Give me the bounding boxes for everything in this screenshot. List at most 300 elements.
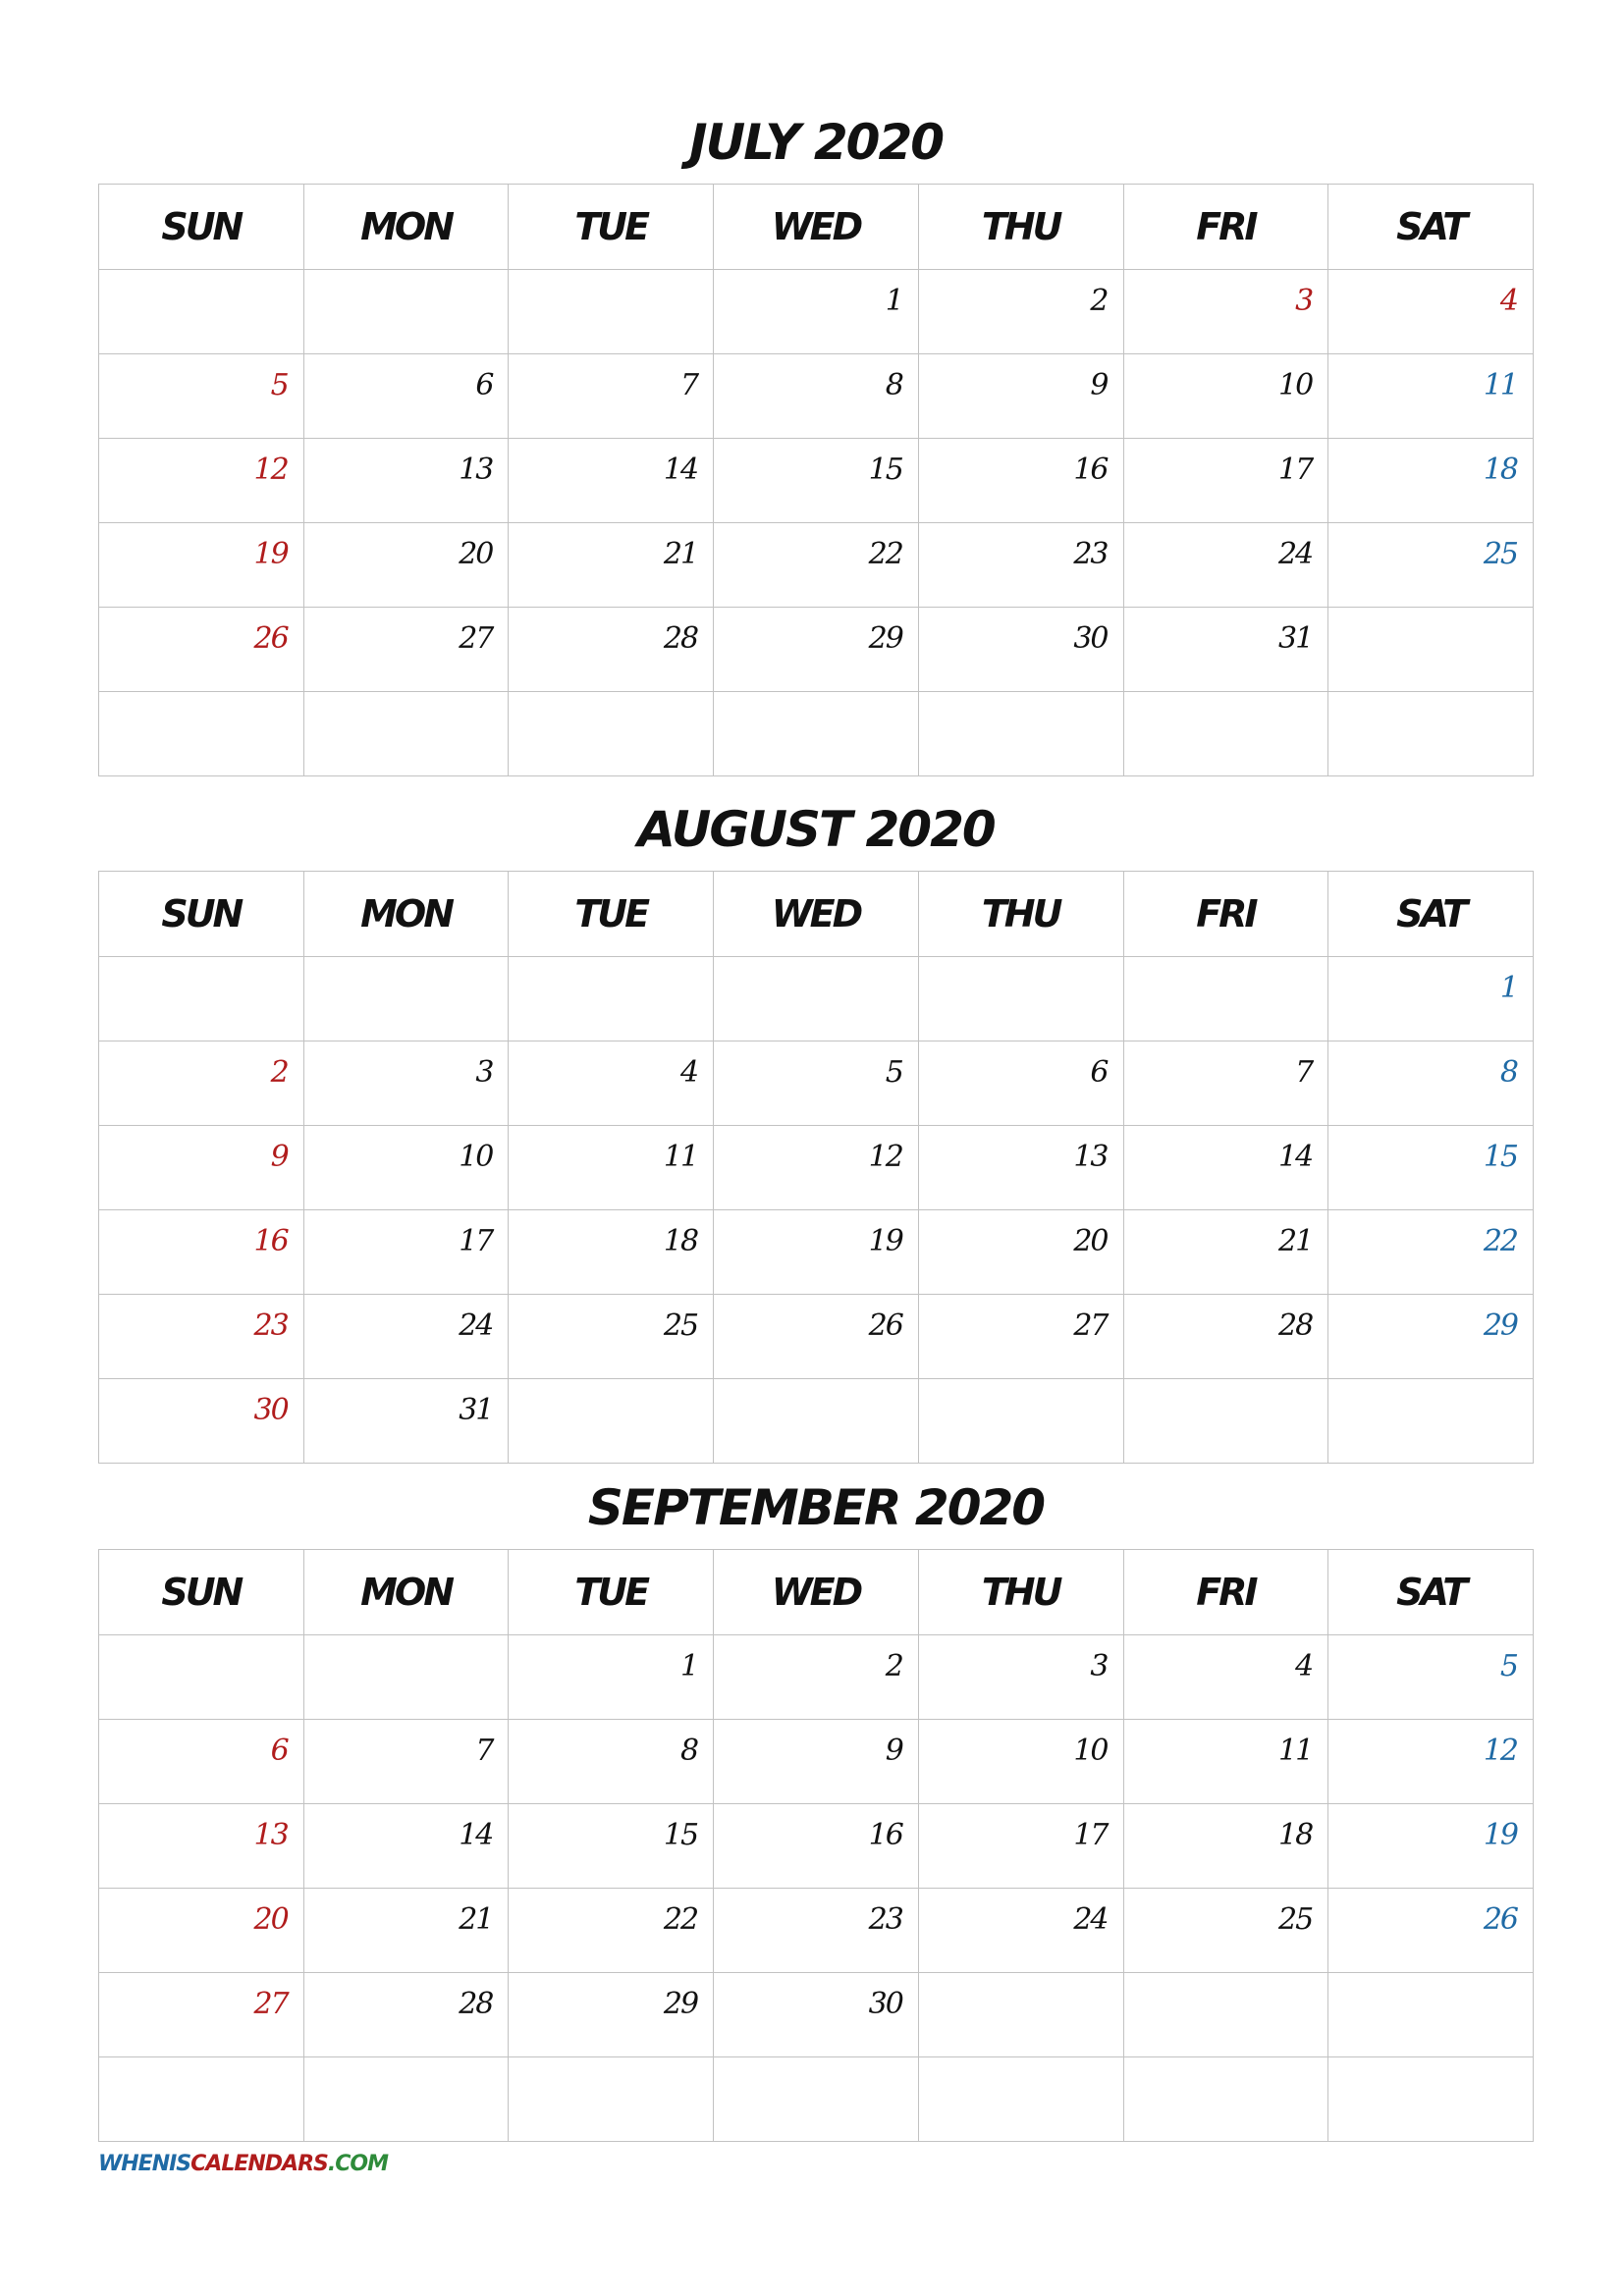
- day-cell: [1123, 1804, 1328, 1889]
- day-number: 23: [253, 1308, 288, 1343]
- month-august: [98, 801, 1534, 1464]
- day-number: 9: [270, 1140, 288, 1174]
- day-number: 1: [1499, 971, 1517, 1005]
- day-number: 6: [475, 368, 493, 402]
- day-cell: [99, 523, 304, 608]
- day-number: 2: [270, 1055, 288, 1090]
- day-cell: [1328, 1635, 1534, 1720]
- weekday-header: SUN: [99, 1550, 304, 1635]
- month-september: [98, 1479, 1534, 2142]
- day-number: 28: [663, 621, 698, 656]
- site-logo: [98, 2152, 388, 2176]
- day-number: [1108, 1974, 1123, 1988]
- day-cell: [99, 1041, 304, 1126]
- day-number: 7: [475, 1734, 493, 1768]
- day-number: 13: [253, 1818, 288, 1852]
- day-cell: [918, 1041, 1123, 1126]
- day-cell: [918, 1210, 1123, 1295]
- weekday-header: TUE: [509, 872, 714, 957]
- day-number: 20: [253, 1902, 288, 1937]
- day-number: 10: [1073, 1734, 1108, 1768]
- day-cell: [303, 1804, 509, 1889]
- day-number: 15: [663, 1818, 698, 1852]
- day-number: 12: [253, 453, 288, 487]
- month-july: [98, 114, 1534, 776]
- day-cell: [303, 1635, 509, 1720]
- weekday-header-row: [99, 185, 1534, 270]
- day-number: [1108, 1380, 1123, 1394]
- day-number: 20: [1073, 1224, 1108, 1258]
- day-number: [492, 2058, 508, 2072]
- day-cell: [1123, 439, 1328, 523]
- day-cell: [1328, 523, 1534, 608]
- day-number: 22: [868, 537, 902, 571]
- day-cell: [1328, 1889, 1534, 1973]
- day-cell: [714, 692, 919, 776]
- day-cell: [1328, 1126, 1534, 1210]
- week-row: [99, 2057, 1534, 2142]
- day-number: 26: [868, 1308, 902, 1343]
- day-number: 3: [1090, 1649, 1108, 1683]
- day-number: [288, 693, 303, 707]
- weekday-header: FRI: [1123, 872, 1328, 957]
- day-number: 16: [253, 1224, 288, 1258]
- logo-part: CALENDARS: [190, 2152, 328, 2176]
- day-number: 25: [663, 1308, 698, 1343]
- weekday-header: WED: [714, 185, 919, 270]
- weekday-header: SAT: [1328, 872, 1534, 957]
- day-cell: [714, 1379, 919, 1464]
- day-number: 24: [1073, 1902, 1108, 1937]
- day-cell: [1123, 1379, 1328, 1464]
- day-cell: [1123, 1295, 1328, 1379]
- week-row: [99, 1973, 1534, 2057]
- day-number: 5: [1499, 1649, 1517, 1683]
- day-number: 26: [253, 621, 288, 656]
- day-number: 30: [868, 1987, 902, 2021]
- day-cell: [509, 957, 714, 1041]
- day-cell: [1328, 1804, 1534, 1889]
- day-cell: [918, 1889, 1123, 1973]
- day-number: 23: [1073, 537, 1108, 571]
- day-number: 16: [1073, 453, 1108, 487]
- day-number: [1517, 1974, 1533, 1988]
- day-cell: [1123, 1973, 1328, 2057]
- day-number: 7: [680, 368, 698, 402]
- day-number: 9: [885, 1734, 902, 1768]
- day-cell: [509, 1379, 714, 1464]
- day-cell: [918, 270, 1123, 354]
- weekday-header: SUN: [99, 872, 304, 957]
- day-number: 4: [1295, 1649, 1313, 1683]
- day-cell: [1328, 354, 1534, 439]
- day-cell: [303, 1295, 509, 1379]
- day-number: 8: [1499, 1055, 1517, 1090]
- day-cell: [303, 1210, 509, 1295]
- day-number: 19: [1483, 1818, 1517, 1852]
- week-row: [99, 1720, 1534, 1804]
- day-cell: [99, 1804, 304, 1889]
- day-number: 21: [1278, 1224, 1313, 1258]
- day-cell: [714, 1889, 919, 1973]
- day-number: 14: [663, 453, 698, 487]
- week-row: [99, 354, 1534, 439]
- day-cell: [918, 1973, 1123, 2057]
- day-number: [1108, 693, 1123, 707]
- day-cell: [1328, 439, 1534, 523]
- weekday-header: SAT: [1328, 1550, 1534, 1635]
- day-cell: [1123, 1126, 1328, 1210]
- day-cell: [714, 439, 919, 523]
- day-cell: [918, 1295, 1123, 1379]
- day-number: [492, 693, 508, 707]
- day-cell: [714, 1635, 919, 1720]
- weekday-header: THU: [918, 1550, 1123, 1635]
- day-number: 2: [885, 1649, 902, 1683]
- logo-part: .COM: [327, 2152, 388, 2176]
- day-number: [492, 271, 508, 285]
- day-cell: [1328, 270, 1534, 354]
- day-cell: [1328, 692, 1534, 776]
- day-cell: [1123, 957, 1328, 1041]
- day-number: [697, 1380, 713, 1394]
- day-cell: [303, 2057, 509, 2142]
- day-number: [492, 958, 508, 972]
- weekday-header: MON: [303, 872, 509, 957]
- day-number: 8: [885, 368, 902, 402]
- day-cell: [1328, 1720, 1534, 1804]
- day-number: 1: [680, 1649, 698, 1683]
- day-number: 22: [663, 1902, 698, 1937]
- day-number: 29: [1483, 1308, 1517, 1343]
- day-number: 14: [1278, 1140, 1313, 1174]
- day-cell: [509, 2057, 714, 2142]
- day-cell: [714, 354, 919, 439]
- day-cell: [1328, 1210, 1534, 1295]
- day-cell: [509, 1126, 714, 1210]
- day-cell: [99, 270, 304, 354]
- day-number: [1108, 2058, 1123, 2072]
- day-cell: [99, 1126, 304, 1210]
- day-number: 15: [1483, 1140, 1517, 1174]
- day-cell: [714, 1041, 919, 1126]
- day-cell: [1123, 692, 1328, 776]
- weekday-header: WED: [714, 1550, 919, 1635]
- day-cell: [303, 957, 509, 1041]
- day-cell: [303, 608, 509, 692]
- week-row: [99, 1126, 1534, 1210]
- day-cell: [918, 1126, 1123, 1210]
- week-row: [99, 1379, 1534, 1464]
- day-number: 6: [270, 1734, 288, 1768]
- day-cell: [1328, 1379, 1534, 1464]
- day-cell: [1328, 2057, 1534, 2142]
- day-number: [1517, 609, 1533, 622]
- day-number: [902, 1380, 918, 1394]
- day-number: [1312, 1974, 1327, 1988]
- day-number: 5: [885, 1055, 902, 1090]
- day-number: 20: [459, 537, 493, 571]
- day-number: 30: [253, 1393, 288, 1427]
- day-cell: [1328, 1973, 1534, 2057]
- day-cell: [714, 1804, 919, 1889]
- day-cell: [509, 1210, 714, 1295]
- day-cell: [714, 1720, 919, 1804]
- week-row: [99, 439, 1534, 523]
- week-row: [99, 523, 1534, 608]
- day-number: [1312, 693, 1327, 707]
- weekday-header: SAT: [1328, 185, 1534, 270]
- day-number: 21: [459, 1902, 493, 1937]
- weekday-header: FRI: [1123, 1550, 1328, 1635]
- week-row: [99, 1889, 1534, 1973]
- day-cell: [918, 1379, 1123, 1464]
- day-cell: [1328, 957, 1534, 1041]
- day-number: 7: [1295, 1055, 1313, 1090]
- day-number: 24: [1278, 537, 1313, 571]
- day-cell: [918, 1804, 1123, 1889]
- day-cell: [918, 608, 1123, 692]
- day-number: 24: [459, 1308, 493, 1343]
- day-number: 9: [1090, 368, 1108, 402]
- day-number: 27: [459, 621, 493, 656]
- day-number: 23: [868, 1902, 902, 1937]
- day-cell: [714, 608, 919, 692]
- day-number: 18: [1483, 453, 1517, 487]
- day-number: [1312, 958, 1327, 972]
- day-number: 3: [1295, 284, 1313, 318]
- day-cell: [918, 523, 1123, 608]
- day-number: 8: [680, 1734, 698, 1768]
- day-number: [902, 693, 918, 707]
- weekday-header: FRI: [1123, 185, 1328, 270]
- day-number: 18: [1278, 1818, 1313, 1852]
- weekday-header: THU: [918, 872, 1123, 957]
- day-cell: [1123, 1720, 1328, 1804]
- day-cell: [303, 354, 509, 439]
- weekday-header: MON: [303, 185, 509, 270]
- day-cell: [303, 1126, 509, 1210]
- week-row: [99, 957, 1534, 1041]
- day-number: 13: [1073, 1140, 1108, 1174]
- day-cell: [1328, 1041, 1534, 1126]
- day-cell: [509, 1973, 714, 2057]
- day-number: 27: [1073, 1308, 1108, 1343]
- day-cell: [99, 692, 304, 776]
- day-cell: [918, 354, 1123, 439]
- day-number: 13: [459, 453, 493, 487]
- day-number: 19: [868, 1224, 902, 1258]
- day-number: 22: [1483, 1224, 1517, 1258]
- day-cell: [303, 1720, 509, 1804]
- day-cell: [918, 1720, 1123, 1804]
- week-row: [99, 270, 1534, 354]
- day-number: 17: [1073, 1818, 1108, 1852]
- day-number: 25: [1278, 1902, 1313, 1937]
- day-cell: [509, 1041, 714, 1126]
- day-cell: [1123, 1210, 1328, 1295]
- day-number: 6: [1090, 1055, 1108, 1090]
- day-cell: [303, 1379, 509, 1464]
- day-number: [1312, 1380, 1327, 1394]
- day-cell: [918, 439, 1123, 523]
- day-cell: [509, 354, 714, 439]
- day-number: [697, 2058, 713, 2072]
- day-number: [492, 1636, 508, 1650]
- day-cell: [99, 1210, 304, 1295]
- day-number: 27: [253, 1987, 288, 2021]
- logo-part: WHENIS: [98, 2152, 191, 2176]
- day-number: 28: [459, 1987, 493, 2021]
- calendar-grid: [98, 184, 1534, 776]
- day-number: 16: [868, 1818, 902, 1852]
- day-number: [288, 271, 303, 285]
- day-number: 1: [885, 284, 902, 318]
- day-cell: [714, 1973, 919, 2057]
- day-cell: [99, 1889, 304, 1973]
- day-number: [1517, 2058, 1533, 2072]
- day-number: 19: [253, 537, 288, 571]
- weekday-header: WED: [714, 872, 919, 957]
- day-cell: [1328, 1295, 1534, 1379]
- day-number: 25: [1483, 537, 1517, 571]
- day-cell: [1123, 523, 1328, 608]
- day-cell: [303, 1889, 509, 1973]
- day-cell: [1123, 1041, 1328, 1126]
- day-cell: [918, 1635, 1123, 1720]
- day-cell: [99, 1295, 304, 1379]
- day-cell: [303, 523, 509, 608]
- week-row: [99, 692, 1534, 776]
- calendar-grid: [98, 871, 1534, 1464]
- day-number: [697, 271, 713, 285]
- day-number: 3: [475, 1055, 493, 1090]
- day-cell: [1123, 1889, 1328, 1973]
- day-number: 12: [1483, 1734, 1517, 1768]
- month-title: AUGUST 2020: [637, 801, 995, 858]
- day-number: 5: [270, 368, 288, 402]
- day-number: 26: [1483, 1902, 1517, 1937]
- day-number: 10: [459, 1140, 493, 1174]
- day-cell: [509, 270, 714, 354]
- day-cell: [714, 270, 919, 354]
- week-row: [99, 1210, 1534, 1295]
- day-number: [697, 693, 713, 707]
- day-cell: [1123, 354, 1328, 439]
- weekday-header-row: [99, 872, 1534, 957]
- day-cell: [714, 2057, 919, 2142]
- day-number: 15: [868, 453, 902, 487]
- day-cell: [1123, 608, 1328, 692]
- month-title: JULY 2020: [688, 114, 944, 171]
- day-cell: [509, 1720, 714, 1804]
- day-cell: [714, 957, 919, 1041]
- day-number: 31: [459, 1393, 493, 1427]
- day-number: 21: [663, 537, 698, 571]
- day-cell: [918, 2057, 1123, 2142]
- weekday-header: TUE: [509, 1550, 714, 1635]
- weekday-header-row: [99, 1550, 1534, 1635]
- day-cell: [99, 1635, 304, 1720]
- day-cell: [99, 1973, 304, 2057]
- weekday-header: THU: [918, 185, 1123, 270]
- day-number: 10: [1278, 368, 1313, 402]
- week-row: [99, 1804, 1534, 1889]
- day-number: [1517, 693, 1533, 707]
- day-number: [902, 958, 918, 972]
- day-number: 14: [459, 1818, 493, 1852]
- month-title: SEPTEMBER 2020: [587, 1479, 1045, 1536]
- day-number: 11: [1483, 368, 1517, 402]
- day-cell: [99, 354, 304, 439]
- day-cell: [99, 1379, 304, 1464]
- day-number: 17: [459, 1224, 493, 1258]
- week-row: [99, 1635, 1534, 1720]
- day-cell: [714, 1295, 919, 1379]
- day-number: 17: [1278, 453, 1313, 487]
- day-number: 2: [1090, 284, 1108, 318]
- day-number: 11: [663, 1140, 698, 1174]
- day-number: 28: [1278, 1308, 1313, 1343]
- day-number: [288, 2058, 303, 2072]
- day-cell: [1123, 1635, 1328, 1720]
- day-number: [1312, 2058, 1327, 2072]
- day-number: 4: [680, 1055, 698, 1090]
- day-number: 12: [868, 1140, 902, 1174]
- day-number: [288, 958, 303, 972]
- calendar-grid: [98, 1549, 1534, 2142]
- weekday-header: TUE: [509, 185, 714, 270]
- day-cell: [918, 692, 1123, 776]
- day-cell: [714, 1210, 919, 1295]
- day-cell: [714, 1126, 919, 1210]
- day-cell: [303, 1973, 509, 2057]
- day-cell: [509, 1295, 714, 1379]
- day-number: 29: [868, 621, 902, 656]
- day-cell: [303, 1041, 509, 1126]
- day-cell: [714, 523, 919, 608]
- day-number: [902, 2058, 918, 2072]
- day-cell: [1123, 270, 1328, 354]
- day-cell: [1328, 608, 1534, 692]
- day-number: [1517, 1380, 1533, 1394]
- day-number: 31: [1278, 621, 1313, 656]
- day-cell: [99, 439, 304, 523]
- day-cell: [918, 957, 1123, 1041]
- day-cell: [1123, 2057, 1328, 2142]
- day-number: 30: [1073, 621, 1108, 656]
- day-number: 11: [1278, 1734, 1313, 1768]
- day-cell: [509, 523, 714, 608]
- day-number: [697, 958, 713, 972]
- day-cell: [509, 692, 714, 776]
- day-cell: [303, 270, 509, 354]
- day-cell: [303, 439, 509, 523]
- day-cell: [509, 439, 714, 523]
- day-number: 29: [663, 1987, 698, 2021]
- weekday-header: SUN: [99, 185, 304, 270]
- day-cell: [99, 2057, 304, 2142]
- week-row: [99, 1041, 1534, 1126]
- day-cell: [303, 692, 509, 776]
- week-row: [99, 608, 1534, 692]
- day-cell: [509, 608, 714, 692]
- day-cell: [99, 608, 304, 692]
- day-number: 4: [1499, 284, 1517, 318]
- day-number: 18: [663, 1224, 698, 1258]
- day-cell: [99, 957, 304, 1041]
- day-cell: [509, 1635, 714, 1720]
